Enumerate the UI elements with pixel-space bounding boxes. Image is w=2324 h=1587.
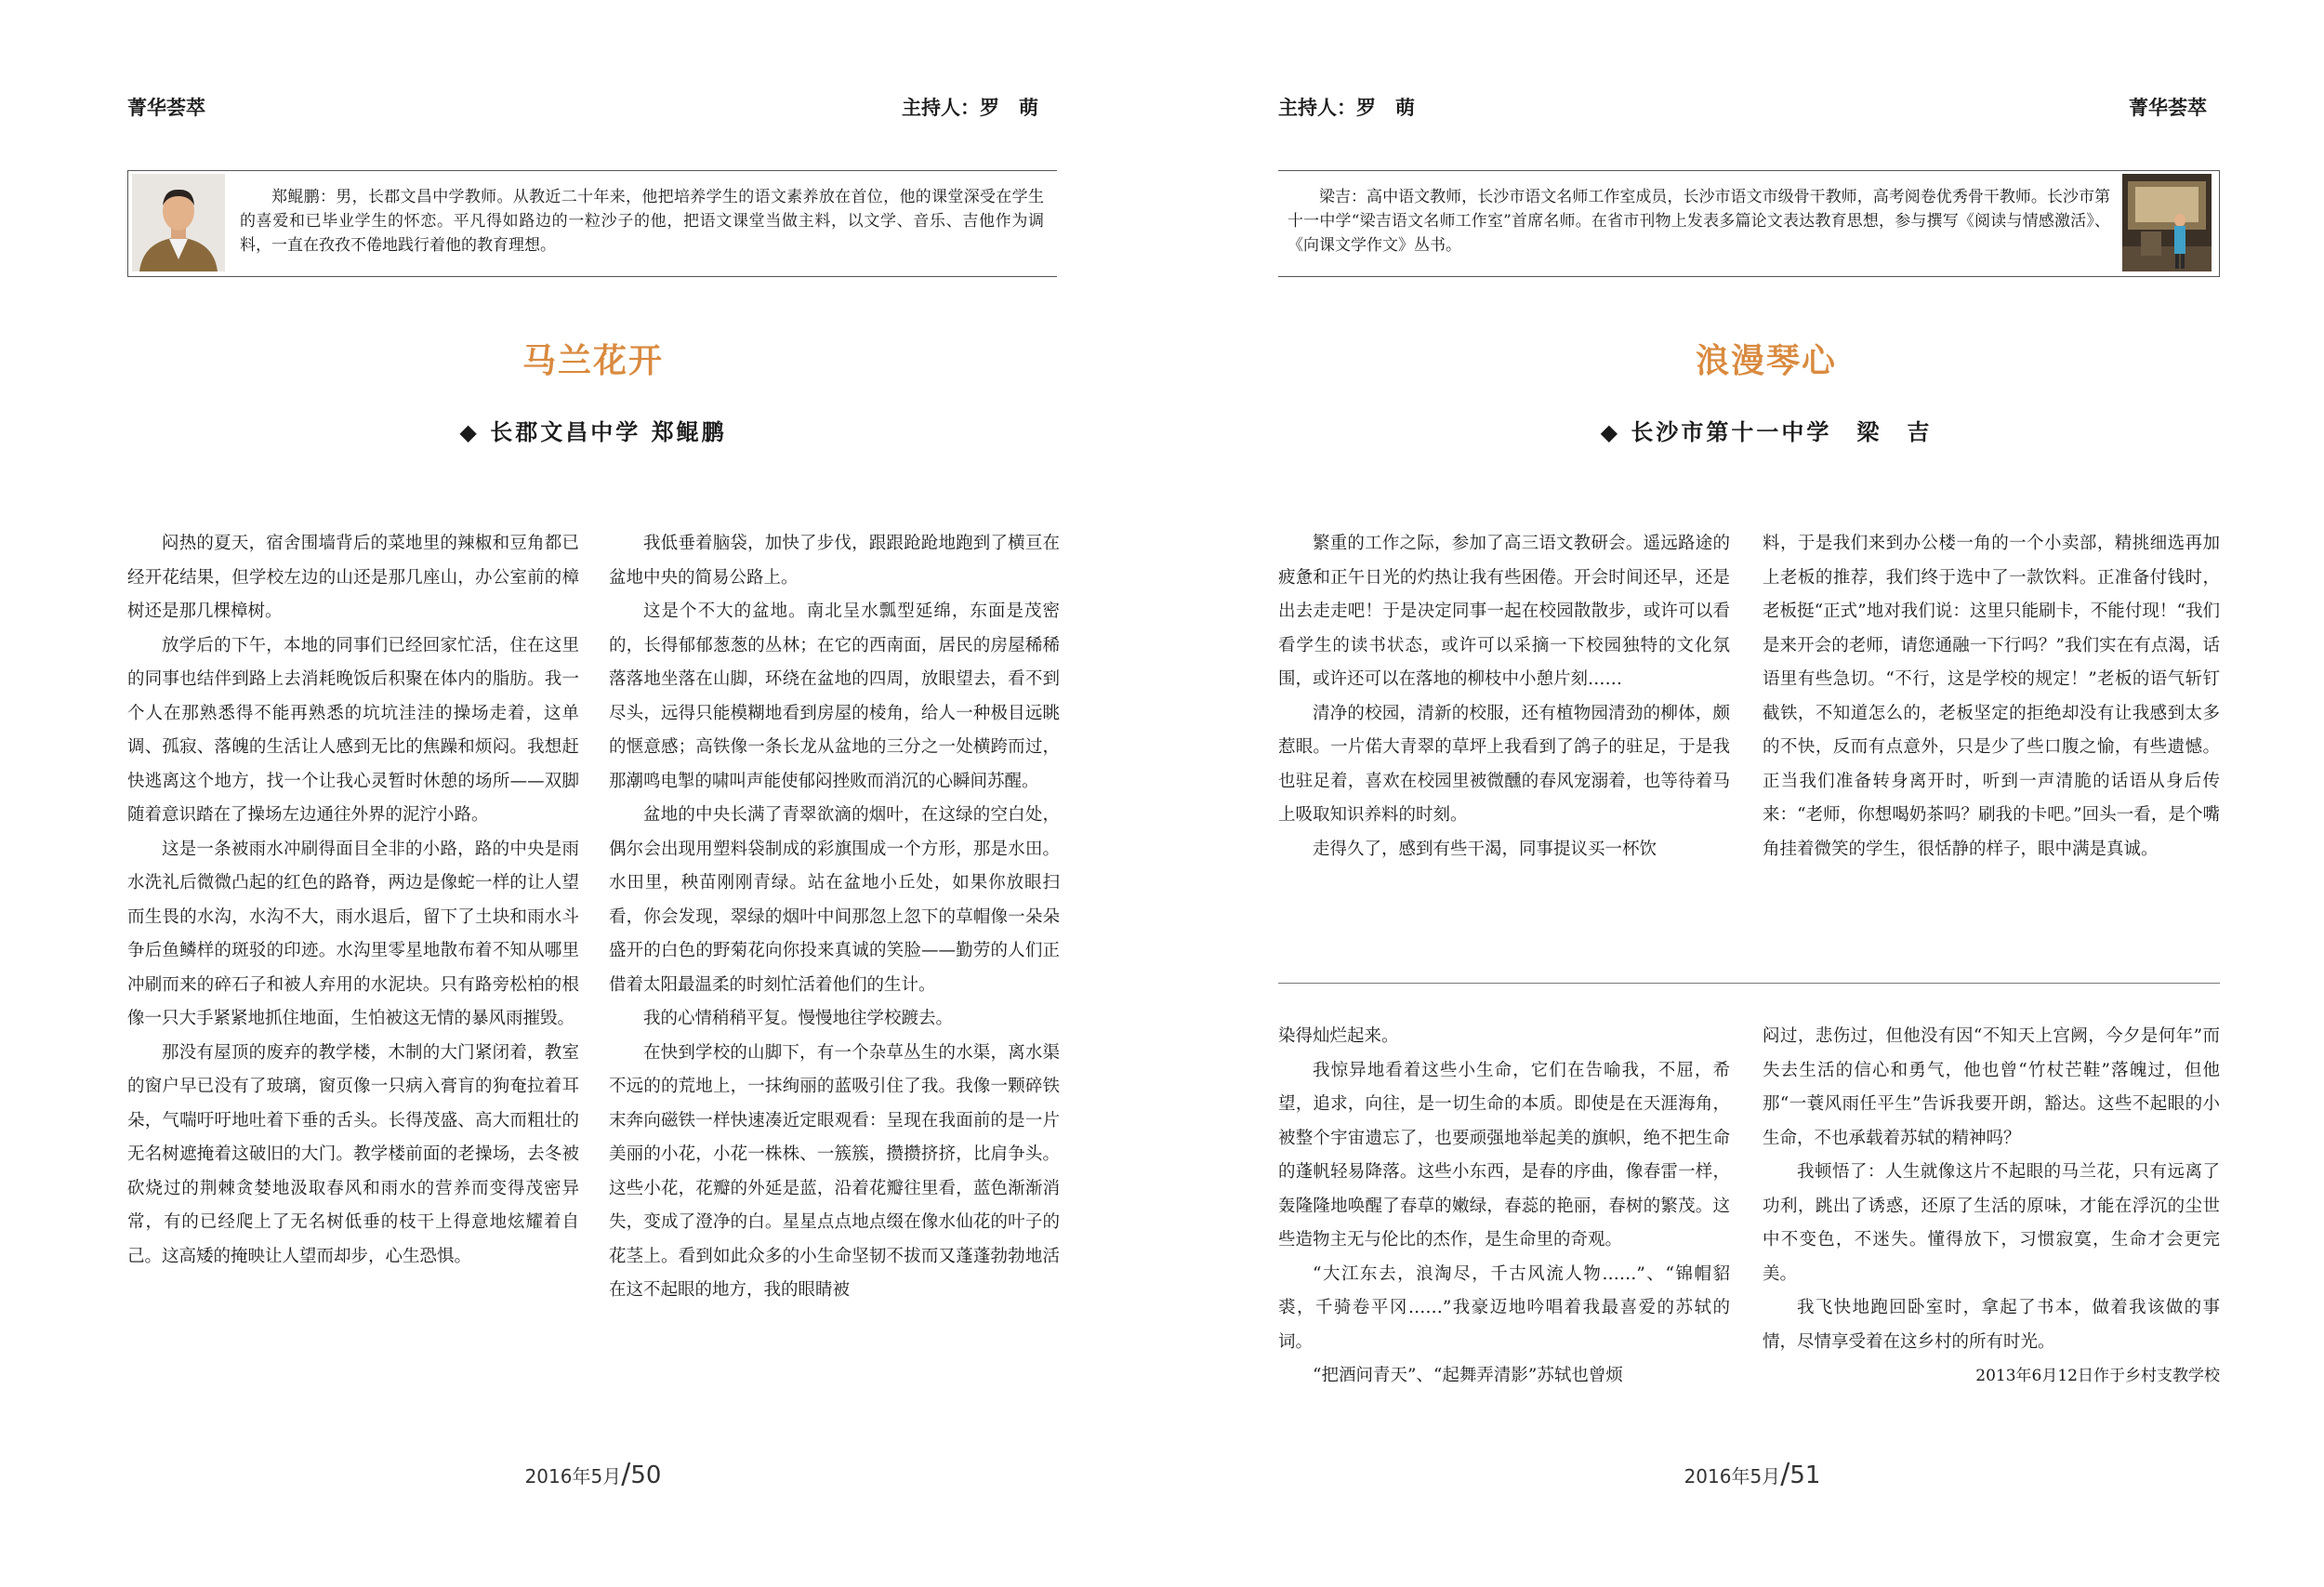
paragraph: 闷热的夏天，宿舍围墙背后的菜地里的辣椒和豆角都已经开花结果，但学校左边的山还是那几座山，办公室前的樟树还是那几棵樟树。 (127, 534, 579, 621)
paragraph: 那没有屋顶的废弃的教学楼，木制的大门紧闭着，教室的窗户早已没有了玻璃，窗页像一只病入膏肓的狗奄拉着耳朵，气喘吁吁地吐着下垂的舌头。长得茂盛、高大而粗壮的无名树遮掩着这破旧的大门。教学楼前面的老操场，去冬被砍烧过的荆棘贪婪地汲取春风和雨水的营养而变得茂密异常，有的已经爬上了无名树低垂的枝干上得意地炫耀着自己。这高矮的掩映让人望而却步，心生恐惧。 (127, 1042, 579, 1266)
page-number: 51 (1789, 1461, 1821, 1489)
paragraph: 这是个不大的盆地。南北呈水瓢型延绵，东面是茂密的，长得郁郁葱葱的丛林；在它的西南面，居民的房屋稀稀落落地坐落在山脚，环绕在盆地的四周，放眼望去，看不到尽头，远得只能模糊地看到房屋的棱角，给人一种极目远眺的惬意感；高铁像一条长龙从盆地的三分之一处横跨而过，那潮鸣电掣的啸叫声能使郁闷挫败而消沉的心瞬间苏醒。 (609, 602, 1060, 791)
page-folio (296, 1458, 891, 1490)
article-title: 马兰花开 (522, 342, 664, 380)
byline-text: 长郡文昌中学 郑鲲鹏 (490, 418, 727, 445)
page-number: 50 (630, 1461, 662, 1489)
host-header: 主持人：罗 萌 (902, 97, 1038, 119)
paragraph: 我顿悟了：人生就像这片不起眼的马兰花，只有远离了功利，跳出了诱惑，还原了生活的原味，才能在浮沉的尘世中不变色，不迷失。懂得放下，习惯寂寞，生命才会更完美。 (1763, 1162, 2220, 1284)
author-bio: 梁吉：高中语文教师，长沙市语文名师工作室成员，长沙市语文市级骨干教师，高考阅卷优秀骨干教师。长沙市第十一中学“梁吉语文名师工作室”首席名师。在省市刊物上发表多篇论文表达教育思想，参与撰写《阅读与情感激活》、《向课文学作文》丛书。 (1287, 188, 2110, 255)
paragraph: 盆地的中央长满了青翠欲滴的烟叶，在这绿的空白处，偶尔会出现用塑料袋制成的彩旗围成一个方形，那是水田。水田里，秧苗刚刚青绿。站在盆地小丘处，如果你放眼扫看，你会发现，翠绿的烟叶中间那忽上忽下的草帽像一朵朵盛开的白色的野菊花向你投来真诚的笑脸——勤劳的人们正借着太阳最温柔的时刻忙活着他们的生计。 (609, 805, 1060, 995)
paragraph: 染得灿烂起来。 (1278, 1026, 1399, 1046)
article-column-1 (1278, 527, 1730, 866)
host-header: 主持人：罗 萌 (1278, 97, 1415, 119)
folio-date: 2016年5月 (524, 1465, 622, 1488)
byline (296, 414, 891, 446)
article-column-1 (127, 527, 579, 1274)
paragraph: 我惊异地看着这些小生命，它们在告喻我，不屈，希望，追求，向往，是一切生命的本质。即使是在天涯海角，被整个宇宙遗忘了，也要顽强地举起美的旗帜，绝不把生命的蓬帆轻易降落。这些小东西，是春的序曲，像春雷一样，轰隆隆地唤醒了春草的嫩绿，春蕊的艳丽，春树的繁茂。这些造物主无与伦比的杰作，是生命里的奇观。 (1278, 1060, 1730, 1250)
page-folio (1455, 1458, 2050, 1490)
paragraph: 我的心情稍稍平复。慢慢地往学校踱去。 (643, 1009, 954, 1028)
article-column-2 (1763, 527, 2220, 866)
continued-column-1 (1278, 1020, 1730, 1394)
paragraph: 清净的校园，清新的校服，还有植物园清劲的柳体，颇惹眼。一片偌大青翠的草坪上我看到了鸽子的驻足，于是我也驻足着，喜欢在校园里被微醺的春风宠溺着，也等待着马上吸取知识养料的时刻。 (1278, 703, 1730, 825)
author-photo (132, 174, 225, 271)
paragraph: 我低垂着脑袋，加快了步伐，跟跟跄跄地跑到了横亘在盆地中央的简易公路上。 (609, 534, 1060, 588)
paragraph: 在快到学校的山脚下，有一个杂草丛生的水渠，离水渠不远的的荒地上，一抹绚丽的蓝吸引住了我。我像一颗碎铁末奔向磁铁一样快速凑近定眼观看：呈现在我面前的是一片美丽的小花，小花一株株、一簇簇，攒攒挤挤，比肩争头。这些小花，花瓣的外延是蓝，沿着花瓣往里看，蓝色渐渐消失，变成了澄净的白。星星点点地点缀在像水仙花的叶子的花茎上。看到如此众多的小生命坚韧不拔而又蓬蓬勃勃地活在这不起眼的地方，我的眼睛被 (609, 1042, 1060, 1300)
paragraph: “大江东去，浪淘尽，千古风流人物……”、“锦帽貂裘，千骑卷平冈……”我豪迈地吟唱着我最喜爱的苏轼的词。 (1278, 1263, 1730, 1352)
paragraph: 放学后的下午，本地的同事们已经回家忙活，住在这里的同事也结伴到路上去消耗晚饭后积聚在体内的脂肪。我一个人在那熟悉得不能再熟悉的坑坑洼洼的操场走着，这单调、孤寂、落魄的生活让人感到无比的焦躁和烦闷。我想赶快逃离这个地方，找一个让我心灵暂时休憩的场所——双脚随着意识踏在了操场左边通往外界的泥泞小路。 (127, 635, 579, 825)
paragraph: “把酒问青天”、“起舞弄清影”苏轼也曾烦 (1313, 1366, 1623, 1385)
author-photo (2122, 174, 2212, 271)
column-header: 菁华荟萃 (127, 97, 205, 119)
right-page (1162, 0, 2324, 1587)
signature-line: 2013年6月12日作于乡村支教学校 (1975, 1367, 2220, 1385)
paragraph: 走得久了，感到有些干渴，同事提议买一杯饮 (1313, 839, 1657, 859)
folio-slash: / (1780, 1458, 1790, 1490)
diamond-icon: ◆ (1600, 418, 1621, 445)
article-title: 浪漫琴心 (1695, 342, 1837, 380)
byline (1469, 414, 2064, 446)
continued-column-2 (1763, 1020, 2220, 1394)
column-header: 菁华荟萃 (2129, 97, 2207, 119)
author-bio-box (127, 170, 1057, 277)
author-bio: 郑鲲鹏：男，长郡文昌中学教师。从教近二十年来，他把培养学生的语文素养放在首位，他的课堂深受在学生的喜爱和已毕业学生的怀恋。平凡得如路边的一粒沙子的他，把语文课堂当做主料，以文学、音乐、吉他作为调料，一直在孜孜不倦地践行着他的教育理想。 (240, 188, 1044, 255)
section-divider (1278, 983, 2220, 984)
article-column-2 (609, 527, 1060, 1308)
paragraph: 闷过，悲伤过，但他没有因“不知天上宫阙，今夕是何年”而失去生活的信心和勇气，他也曾“竹杖芒鞋”落魄过，但他那“一蓑风雨任平生”告诉我要开朗，豁达。这些不起眼的小生命，不也承载着苏轼的精神吗？ (1763, 1026, 2220, 1148)
author-bio-box (1278, 170, 2220, 277)
paragraph: 这是一条被雨水冲刷得面目全非的小路，路的中央是雨水洗礼后微微凸起的红色的路脊，两边是像蛇一样的让人望而生畏的水沟，水沟不大，雨水退后，留下了土块和雨水斗争后鱼鳞样的斑驳的印迹。水沟里零星地散布着不知从哪里冲刷而来的碎石子和被人弃用的水泥块。只有路旁松柏的根像一只大手紧紧地抓住地面，生怕被这无情的暴风雨摧毁。 (127, 839, 579, 1028)
folio-date: 2016年5月 (1684, 1465, 1781, 1488)
paragraph: 繁重的工作之际，参加了高三语文教研会。遥远路途的疲惫和正午日光的灼热让我有些困倦。开会时间还早，还是出去走走吧！于是决定同事一起在校园散散步，或许可以看看学生的读书状态，或许可以采摘一下校园独特的文化氛围，或许还可以在落地的柳枝中小憩片刻…… (1278, 534, 1730, 689)
folio-slash: / (621, 1458, 631, 1490)
paragraph: 料，于是我们来到办公楼一角的一个小卖部，精挑细选再加上老板的推荐，我们终于选中了一款饮料。正准备付钱时，老板挺“正式”地对我们说：这里只能刷卡，不能付现！“我们是来开会的老师，请您通融一下行吗？”我们实在有点渴，话语里有些急切。“不行，这是学校的规定！”老板的语气斩钉截铁，不知道怎么的，老板坚定的拒绝却没有让我感到太多的不快，反而有点意外，只是少了些口腹之愉，有些遗憾。正当我们准备转身离开时，听到一声清脆的话语从身后传来：“老师，你想喝奶茶吗？刷我的卡吧。”回头一看，是个嘴角挂着微笑的学生，很恬静的样子，眼中满是真诚。 (1763, 534, 2220, 859)
byline-text: 长沙市第十一中学 梁 吉 (1631, 418, 1933, 445)
paragraph: 我飞快地跑回卧室时，拿起了书本，做着我该做的事情，尽情享受着在这乡村的所有时光。 (1763, 1298, 2220, 1352)
diamond-icon: ◆ (459, 418, 480, 445)
